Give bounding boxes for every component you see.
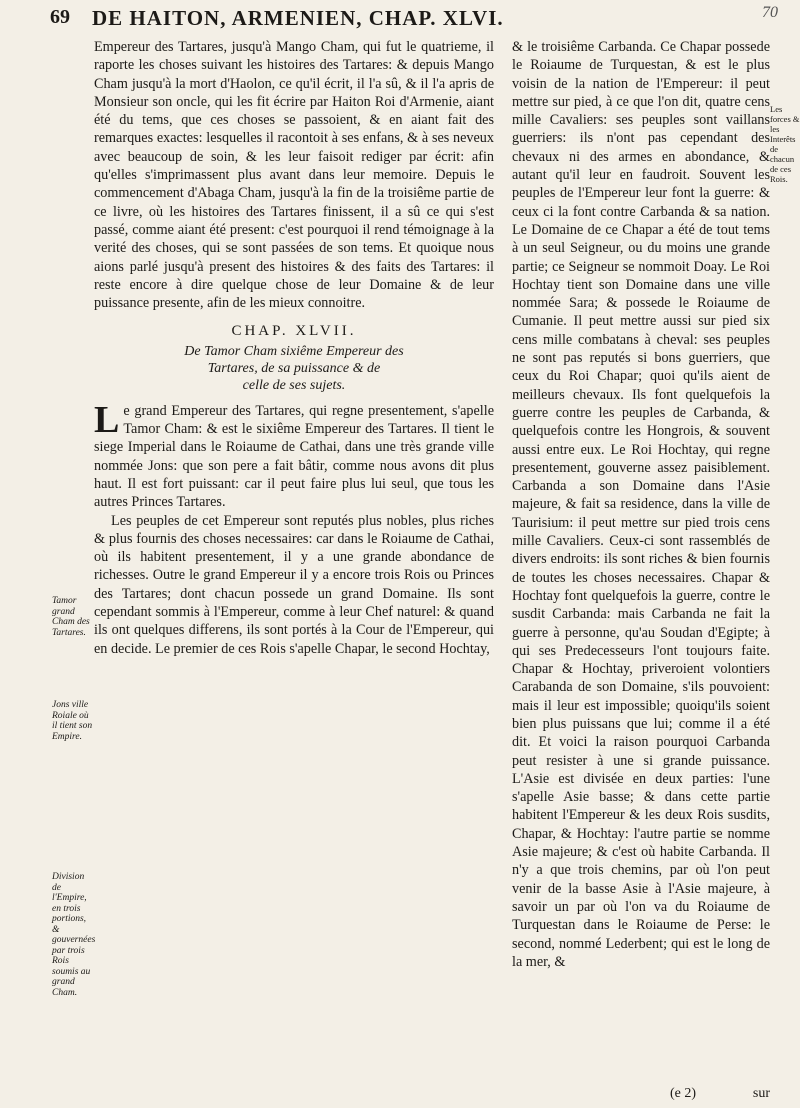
- margin-note-jons: Jons ville Roiale où il tient son Empire.: [52, 700, 93, 742]
- margin-note-forces: Les forces & les Interêts de chacun de ces Rois.: [770, 104, 800, 184]
- signature-mark: (e 2): [670, 1086, 697, 1101]
- catchword: sur: [752, 1086, 770, 1101]
- corner-folio-mark: 70: [762, 4, 778, 21]
- right-column: [512, 38, 770, 971]
- running-header: [50, 4, 780, 30]
- margin-note-division: Division de l'Empire, en trois portions, & gouvernées par trois Rois soumis au grand Cham.: [52, 872, 96, 998]
- chapter-subtitle-line: De Tamor Cham sixiême Empereur des: [184, 343, 404, 359]
- drop-cap: L: [94, 398, 120, 441]
- paragraph: Empereur des Tartares, jusqu'à Mango Cham, qui fut le quatrieme, il raporte les choses suivant les histoires des Tartares: & depuis Mango Cham jusqu'à la mort d'Haolon, ce qu'il écrit, il l'a sû, & il l'a apris de Monsieur son oncle, qui les fit écrire par Haiton Roi d'Armenie, aiant été du tems, que ces choses se passoient, & en aiant fait des remarques exactes: lesquelles il racontoit à ses enfans, & à ses neveux avec beaucoup de soin, & les leur faisoit rediger par écrit: afin qu'elles s'imprimassent plus avant dans leur memoire. Depuis le commencement d'Abaga Cham, jusqu'à la fin de la troisiême partie de ce livre, où les histoires des Tartares finissent, il a sû ce qui s'est passé, comme aiant été present: c'est pourquoi il rend témoignage à la verité des choses, qui se sont passées de son tems. Et quoique nous aions parlé jusqu'à present des histoires & des faits des Tartares: il reste encore à dire quelque chose de leur Domaine & de leur puissance presente, afin de les mieux connoitre.: [94, 39, 494, 312]
- running-title: DE HAITON, ARMENIEN, CHAP. XLVI.: [92, 6, 504, 30]
- chapter-heading: CHAP. XLVII.: [231, 323, 357, 340]
- page-number: 69: [50, 6, 70, 28]
- paragraph-with-dropcap: [94, 398, 494, 512]
- chapter-subtitle-line: celle de ses sujets.: [242, 377, 346, 393]
- left-column: [94, 38, 494, 658]
- margin-note-tamor: Tamor grand Cham des Tartares.: [52, 596, 90, 638]
- chapter-subtitle-line: Tartares, de sa puissance & de: [207, 360, 381, 376]
- chapter-subtitle: [94, 343, 494, 394]
- paragraph: Les peuples de cet Empereur sont reputés plus nobles, plus riches & plus fournis des choses necessaires: car dans le Roiaume de Cathai, où ils habitent presentement, il y a une grande abondance de richesses. Outre le grand Empereur il y a encore trois Rois ou Princes des Tartares; dont chacun possede un grand Domaine. Ils sont cependant sommis à l'Empereur, comme à leur Chef naturel: & quand ils ont quelques differens, ils sont portés à la Cour de l'Empereur, qui en decide. Le premier de ces Rois s'apelle Chapar, le second Hochtay,: [94, 512, 494, 657]
- paragraph-text: e grand Empereur des Tartares, qui regne presentement, s'apelle Tamor Cham: & est le sixiême Empereur des Tartares. Il tient le siege Imperial dans le Roiaume de Cathai, dans une très grande ville nommée Jons: que son pere a fait bâtir, comme nous avons dit plus haut. Il est fort puissant: car il peut faire plus lui seul, que tous les autres Princes Tartares.: [94, 402, 494, 511]
- paragraph: & le troisiême Carbanda. Ce Chapar possede le Roiaume de Turquestan, & est le plus voisin de la nation de l'Empereur: il peut mettre sur pied, à ce que l'on dit, quatre cens mille Cavaliers: ses peuples sont vaillans guerriers: ils n'ont pas cependant des chevaux ni des armes en abondance, & autant qu'il leur en faudroit. Souvent les peuples de l'Empereur leur font la guerre: & ceux ci la font contre Carbanda & sa nation. Le Domaine de ce Chapar a été de tout tems à un seul Seigneur, ou du moins une grande partie; ce Seigneur se nommoit Doay. Le Roi Hochtay tient son Domaine dans une ville nommée Sara; & possede le Roiaume de Cumanie. Il peut mettre aussi sur pied six cens mille combatans à cheval: ses peuples ne sont pas reputés si bons guerriers, que ceux du Roi Chapar; quoi qu'ils aient de meilleurs chevaux. Ils font quelquefois la guerre contre les peuples de Carbanda, & quelquefois contre les Hongrois, & souvent aussi entre eux. Le Roi Hochtay, qui regne presentement, gouverne assez paisiblement. Carbanda a son Domaine dans l'Asie majeure, & fait sa residence, dans la ville de Taurisium: il peut mettre sur pied trois cens mille Cavaliers. Ceux-ci sont rassemblés de divers endroits: ils sont riches & bien fournis de toutes les choses necessaires. Chapar & Hochtay font quelquefois la guerre, contre le susdit Carbanda: mais Carbanda ne fait la guerre à personne, qu'au Soudan d'Egipte; à qui ses Predecesseurs l'ont toujours faite. Chapar & Hochtay, priveroient volontiers Carabanda de son Domaine, s'ils pouvoient: mais il leur est impossible; quoiqu'ils soient bien plus puissans que lui; comme il a été dit. Et voici la raison pourquoi Carbanda peut resister à une si grande puissance. L'Asie est divisée en deux parties: l'une s'apelle Asie basse; & dans cette partie habitent l'Empereur & les deux Rois susdits, Chapar, & Hochtay: l'autre partie se nomme Asie majeure; & c'est où habite Carbanda. Il n'y a que trois chemins, par où l'on peut venir de la basse Asie à l'Asie majeure, à savoir un par où l'on va du Roiaume de Turquestan dans le Roiaume de Perse: le second, nommé Lederbent; qui est le long de la mer, &: [512, 39, 770, 970]
